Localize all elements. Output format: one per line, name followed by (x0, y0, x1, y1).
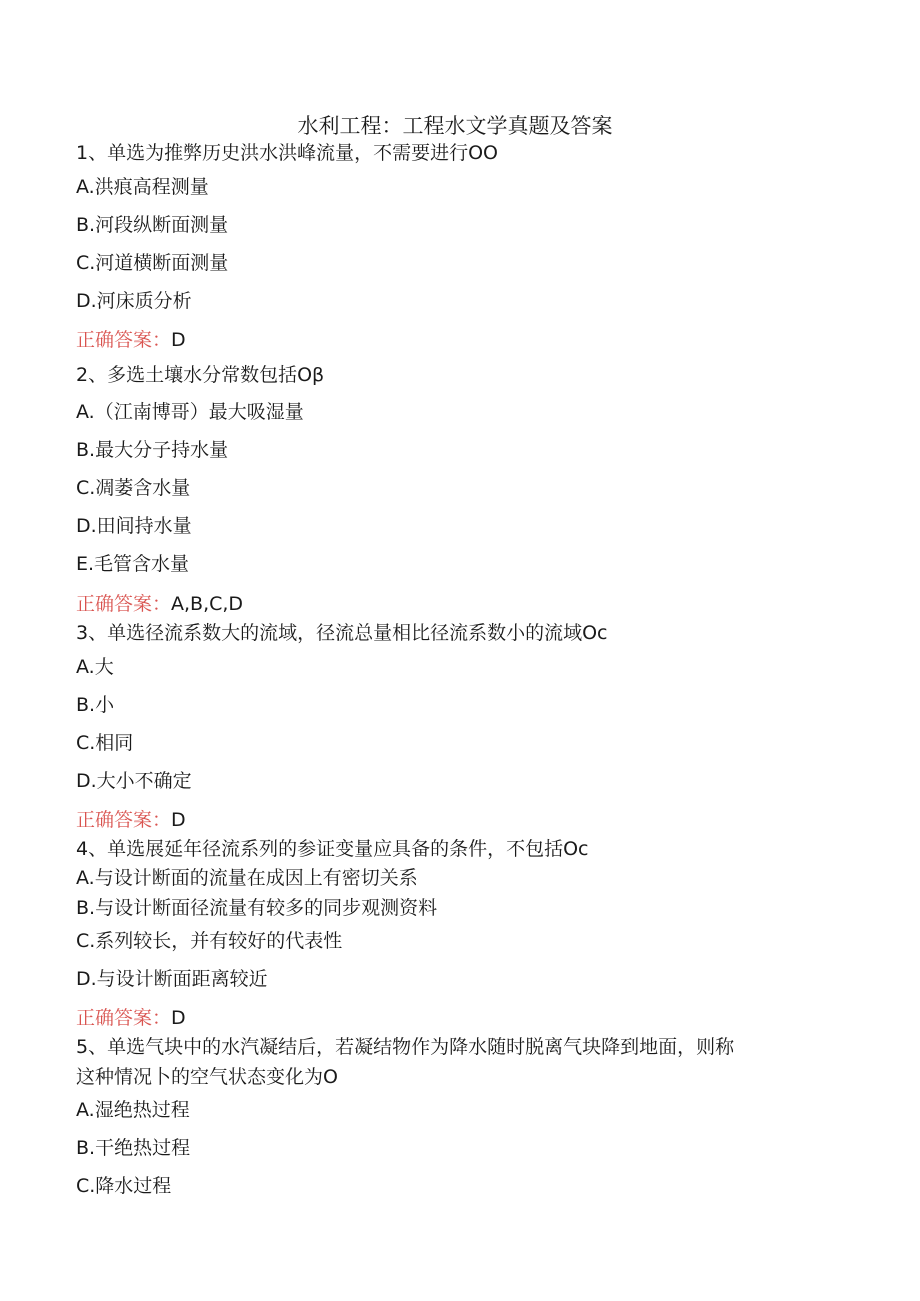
question-3-option-d: D.大小不确定 (76, 770, 192, 792)
question-2-option-c: C.凋萎含水量 (76, 477, 191, 499)
answer-value: D (171, 329, 186, 351)
question-5-option-b: B.干绝热过程 (76, 1137, 191, 1159)
question-2-option-a: A.（江南博哥）最大吸湿量 (76, 401, 304, 423)
question-2-answer (76, 591, 243, 617)
answer-value: D (171, 1007, 186, 1029)
question-3-option-a: A.大 (76, 656, 114, 678)
question-1-stem: 1、单选为推弊历史洪水洪峰流量，不需要进行OO (76, 142, 498, 164)
question-2-option-b: B.最大分子持水量 (76, 439, 229, 461)
question-1-option-a: A.洪痕高程测量 (76, 176, 209, 198)
answer-value: A,B,C,D (171, 593, 244, 615)
question-3-option-b: B.小 (76, 694, 115, 716)
question-1-option-c: C.河道横断面测量 (76, 252, 229, 274)
question-3-stem: 3、单选径流系数大的流域，径流总量相比径流系数小的流域Oc (76, 622, 608, 644)
question-5-option-a: A.湿绝热过程 (76, 1099, 190, 1121)
question-1-option-d: D.河床质分析 (76, 290, 192, 312)
question-4-option-c: C.系列较长，并有较好的代表性 (76, 930, 343, 952)
question-1-option-b: B.河段纵断面测量 (76, 214, 229, 236)
question-1-answer (76, 327, 186, 353)
answer-label: 正确答案： (76, 809, 172, 831)
document-title: 水利工程：工程水文学真题及答案 (297, 114, 613, 138)
question-5-stem-line-2: 这种情况卜的空气状态变化为O (76, 1066, 338, 1088)
question-2-option-d: D.田间持水量 (76, 515, 192, 537)
answer-label: 正确答案： (76, 329, 172, 351)
question-4-option-a: A.与设计断面的流量在成因上有密切关系 (76, 867, 418, 889)
question-4-answer (76, 1005, 186, 1031)
answer-value: D (171, 809, 186, 831)
question-3-option-c: C.相同 (76, 732, 134, 754)
question-4-option-b: B.与设计断面径流量有较多的同步观测资料 (76, 897, 438, 919)
answer-label: 正确答案： (76, 1007, 172, 1029)
question-5-option-c: C.降水过程 (76, 1175, 172, 1197)
question-4-option-d: D.与设计断面距离较近 (76, 968, 268, 990)
answer-label: 正确答案： (76, 593, 172, 615)
question-3-answer (76, 807, 186, 833)
question-4-stem: 4、单选展延年径流系列的参证变量应具备的条件，不包括Oc (76, 838, 589, 860)
question-2-option-e: E.毛管含水量 (76, 553, 190, 575)
question-5-stem-line-1: 5、单选气块中的水汽凝结后，若凝结物作为降水随时脱离气块降到地面，则称 (76, 1036, 735, 1058)
question-2-stem: 2、多选土壤水分常数包括Oβ (76, 364, 325, 386)
